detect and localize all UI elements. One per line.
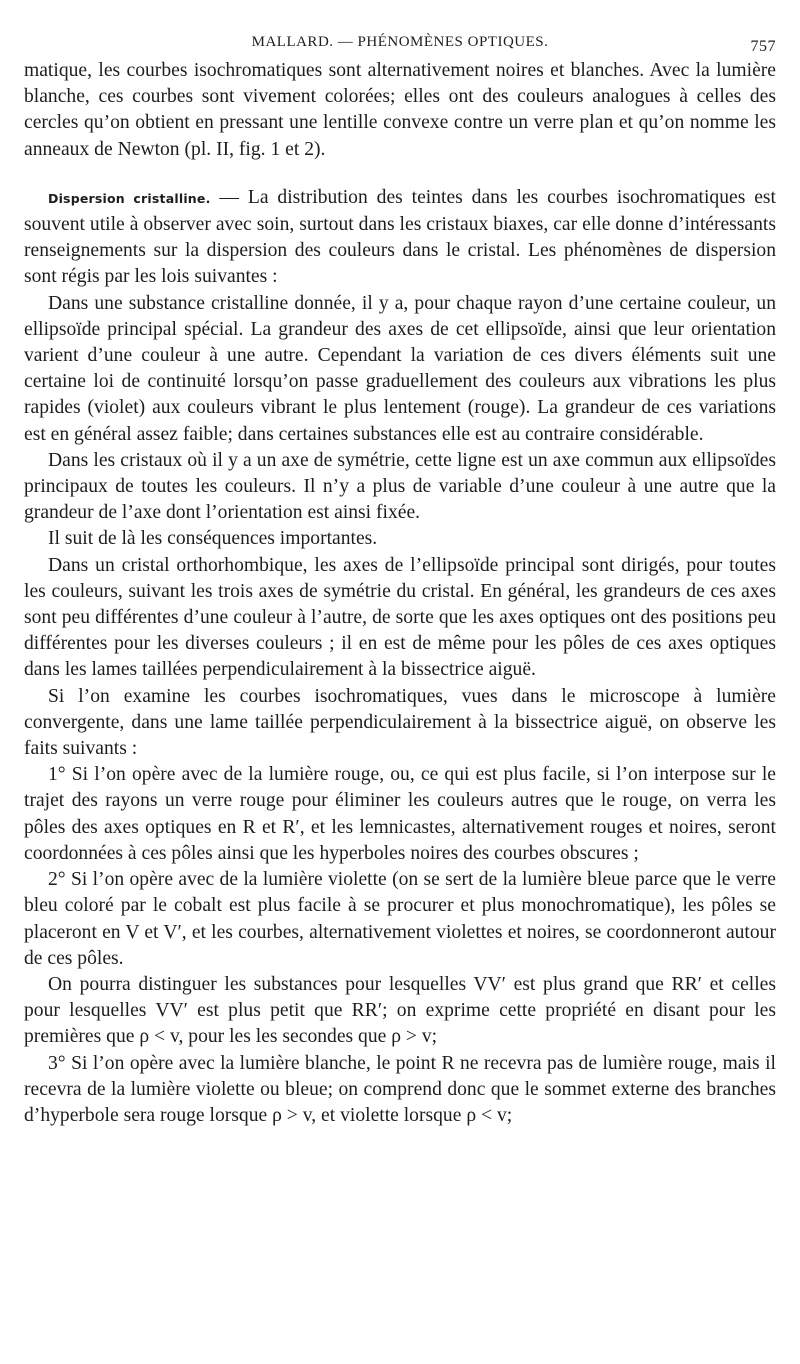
book-page xyxy=(24,30,776,1129)
paragraph-dispersion-intro xyxy=(24,185,776,291)
paragraph: On pourra distinguer les substances pour lesquelles VV′ est plus grand que RR′ et celles pour lesquelles VV′ est plus petit que RR′; on exprime cette propriété en disant pour les premières que ρ < v, pour les les secondes que ρ > v; xyxy=(24,973,776,1048)
paragraph: Dans un cristal orthorhombique, les axes de l’ellipsoïde principal sont dirigés, pour toutes les couleurs, suivant les trois axes de symétrie du cristal. En général, les grandeurs de ces axes sont peu différentes d’une couleur à l’autre, de sorte que les axes optiques ont des positions peu différentes pour les diverses couleurs ; il en est de même pour les pôles de ces axes optiques dans les lames taillées perpendiculairement à la bissectrice aiguë. xyxy=(24,554,776,681)
paragraph: Dans les cristaux où il y a un axe de symétrie, cette ligne est un axe commun aux ellipsoïdes principaux de toutes les couleurs. Il n’y a plus de variable d’une couleur à une autre que la grandeur de l’axe dont l’orientation est ainsi fixée. xyxy=(24,449,776,524)
running-head-title: MALLARD. — PHÉNOMÈNES OPTIQUES. xyxy=(251,34,549,50)
paragraph: Si l’on examine les courbes isochromatiques, vues dans le microscope à lumière convergente, dans une lame taillée perpendiculairement à la bissectrice aiguë, on observe les faits suivants : xyxy=(24,685,776,760)
running-head xyxy=(24,30,776,58)
paragraph: Dans une substance cristalline donnée, il y a, pour chaque rayon d’une certaine couleur, un ellipsoïde principal spécial. La grandeur des axes de cet ellipsoïde, ainsi que leur orientation varient d’une couleur à une autre. Cependant la variation de ces divers éléments suit une certaine loi de continuité lorsqu’on passe graduellement des couleurs aux vibrations les plus rapides (violet) aux couleurs vibrant le plus lentement (rouge). La grandeur de ces variations est en général assez faible; dans certaines substances elle est au contraire considérable. xyxy=(24,292,776,445)
body-text xyxy=(24,58,776,1129)
paragraph: Il suit de là les conséquences importantes. xyxy=(48,528,378,550)
section-heading: Dispersion cristalline. xyxy=(48,190,211,206)
list-item-violet-light: 2° Si l’on opère avec de la lumière violette (on se sert de la lumière bleue parce que le verre bleu coloré par le cobalt est plus facile à se procurer et plus monochromatique), les pôles se placeront en V et V′, et les courbes, alternativement violettes et noires, se coordonneront autour de ces pôles. xyxy=(24,869,776,969)
page-number: 757 xyxy=(750,38,776,55)
paragraph-continuation: matique, les courbes isochromatiques sont alternativement noires et blanches. Avec la lumière blanche, ces courbes sont vivement colorées; elles ont des couleurs analogues à celles des cercles qu’on obtient en pressant une lentille convexe contre un verre plan et qu’on nomme les anneaux de Newton (pl. II, fig. 1 et 2). xyxy=(24,60,776,160)
paragraph-text: — La distribution des teintes dans les courbes isochromatiques est souvent utile à observer avec soin, surtout dans les cristaux biaxes, car elle donne d’intéressants renseignements sur la dispersion des couleurs dans le cristal. Les phénomènes de dispersion sont régis par les lois suivantes : xyxy=(24,186,776,288)
list-item-red-light: 1° Si l’on opère avec de la lumière rouge, ou, ce qui est plus facile, si l’on interpose sur le trajet des rayons un verre rouge pour éliminer les couleurs autres que le rouge, on verra les pôles des axes optiques en R et R′, et les lemnicastes, alternativement rouges et noires, seront coordonnées à ces pôles ainsi que les hyperboles noires des courbes obscures ; xyxy=(24,764,776,864)
list-item-white-light: 3° Si l’on opère avec la lumière blanche, le point R ne recevra pas de lumière rouge, mais il recevra de la lumière violette ou bleue; on comprend donc que le sommet externe des branches d’hyperbole sera rouge lorsque ρ > v, et violette lorsque ρ < v; xyxy=(24,1052,776,1126)
